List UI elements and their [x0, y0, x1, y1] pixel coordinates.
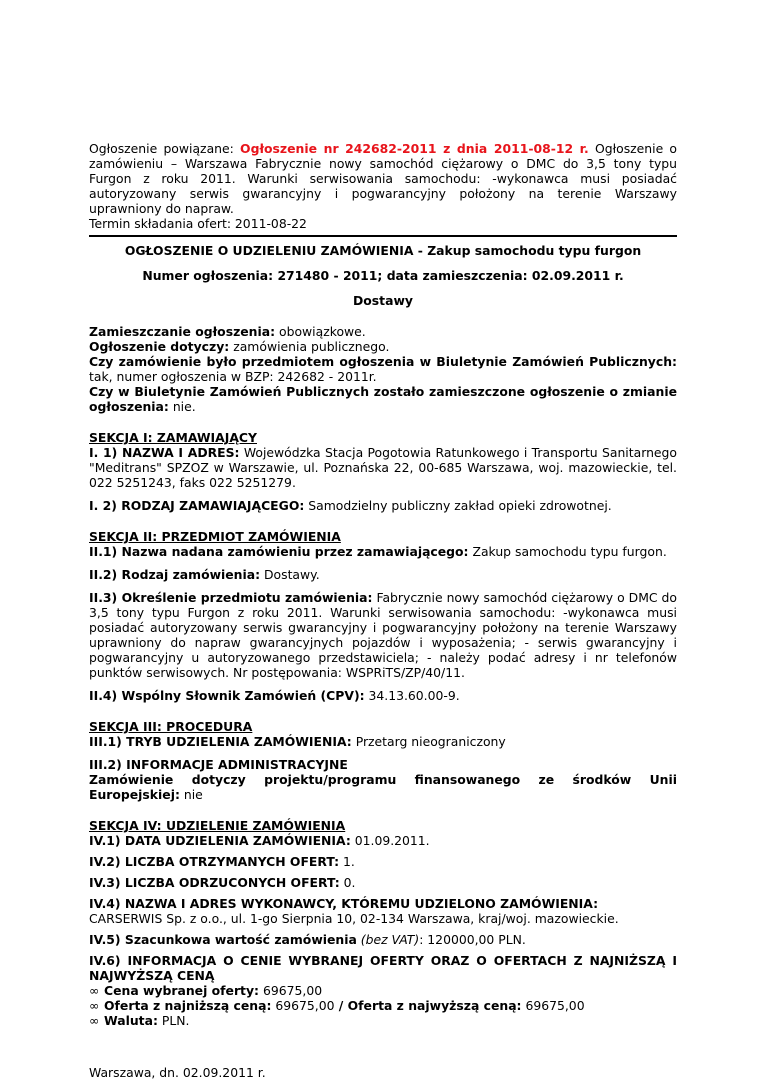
- selected-price-value: 69675,00: [259, 983, 323, 998]
- divider: [89, 235, 677, 237]
- s4-rejected-value: 0.: [339, 875, 356, 890]
- infinity-bullet-icon: ∞: [89, 983, 100, 998]
- document-page: [89, 141, 677, 1080]
- s3-mode-label: III.1) TRYB UDZIELENIA ZAMÓWIENIA:: [89, 734, 352, 749]
- intro-value-3: tak, numer ogłoszenia w BZP: 242682 - 2011r.: [89, 369, 377, 384]
- infinity-bullet-icon: ∞: [89, 1013, 100, 1028]
- section-2-heading: SEKCJA II: PRZEDMIOT ZAMÓWIENIA: [89, 529, 341, 544]
- s4-rejected-label: IV.3) LICZBA ODRZUCONYCH OFERT:: [89, 875, 340, 890]
- intro-label-3: Czy zamówienie było przedmiotem ogłoszenia w Biuletynie Zamówień Publicznych:: [89, 354, 677, 369]
- lowest-price-value: 69675,00: [271, 998, 335, 1013]
- intro-value-1: obowiązkowe.: [275, 324, 366, 339]
- s4-estimate-note: (bez VAT): [360, 932, 420, 947]
- related-notice-text: Ogłoszenie o zamówieniu – Warszawa Fabrycznie nowy samochód ciężarowy o DMC do 3,5 tony typu Furgon z roku 2011. Warunki serwisowania samochodu: -wykonawca musi posiadać autoryzowany serwis gwarancyjny i pogwarancyjny położony na terenie Warszawy uprawniony do napraw.: [89, 141, 678, 216]
- selected-price-label: Cena wybranej oferty:: [104, 983, 260, 998]
- intro-block: [89, 324, 677, 414]
- place-date: Warszawa, dn. 02.09.2011 r.: [89, 1065, 266, 1080]
- s2-kind-value: Dostawy.: [260, 567, 320, 582]
- s2-title-value: Zakup samochodu typu furgon.: [468, 544, 667, 559]
- highest-price-label: / Oferta z najwyższą ceną:: [334, 998, 522, 1013]
- s2-subject-value: Fabrycznie nowy samochód ciężarowy o DMC do 3,5 tony typu Furgon z roku 2011. Warunki serwisowania samochodu: -wykonawca musi posiadać autoryzowany serwis gwarancyjny i pogwarancyjny położony na terenie Warszawy uprawniony do napraw gwarancyjnych pojazdów i wyposażenia; - serwis gwarancyjny i pogwarancyjny u autoryzowanego przedstawiciela; - należy podać adresy i nr telefonów punktów serwisowych. Nr postępowania: WSPRiTS/ZP/40/11.: [89, 590, 677, 680]
- s4-estimate-value: : 120000,00 PLN.: [419, 932, 526, 947]
- highest-price-value: 69675,00: [521, 998, 585, 1013]
- list-item: [89, 1013, 677, 1028]
- intro-label-1: Zamieszczanie ogłoszenia:: [89, 324, 276, 339]
- s4-date-value: 01.09.2011.: [350, 833, 430, 848]
- s2-kind-label: II.2) Rodzaj zamówienia:: [89, 567, 261, 582]
- intro-value-4: nie.: [168, 399, 196, 414]
- s2-title-label: II.1) Nazwa nadana zamówieniu przez zamawiającego:: [89, 544, 469, 559]
- list-item: [89, 983, 677, 998]
- infinity-bullet-icon: ∞: [89, 998, 100, 1013]
- intro-value-2: zamówienia publicznego.: [229, 339, 390, 354]
- offer-deadline: Termin składania ofert: 2011-08-22: [89, 216, 307, 231]
- s2-subject-label: II.3) Określenie przedmiotu zamówienia:: [89, 590, 373, 605]
- s4-date-label: IV.1) DATA UDZIELENIA ZAMÓWIENIA:: [89, 833, 351, 848]
- s4-contractor-value: CARSERWIS Sp. z o.o., ul. 1-go Sierpnia 10, 02-134 Warszawa, kraj/woj. mazowieckie.: [89, 911, 619, 926]
- s3-admin-heading: III.2) INFORMACJE ADMINISTRACYJNE: [89, 757, 348, 772]
- notice-number: Numer ogłoszenia: 271480 - 2011; data zamieszczenia: 02.09.2011 r.: [142, 268, 624, 283]
- related-notice-link[interactable]: Ogłoszenie nr 242682-2011 z dnia 2011-08-12 r.: [240, 141, 589, 156]
- s3-mode-value: Przetarg nieograniczony: [351, 734, 506, 749]
- related-notice: [89, 141, 677, 216]
- section-3-heading: SEKCJA III: PROCEDURA: [89, 719, 253, 734]
- section-4-heading: SEKCJA IV: UDZIELENIE ZAMÓWIENIA: [89, 818, 346, 833]
- s4-estimate-label: IV.5) Szacunkowa wartość zamówienia: [89, 932, 357, 947]
- list-item: [89, 998, 677, 1013]
- s2-cpv-label: II.4) Wspólny Słownik Zamówień (CPV):: [89, 688, 365, 703]
- s4-contractor-label: IV.4) NAZWA I ADRES WYKONAWCY, KTÓREMU UDZIELONO ZAMÓWIENIA:: [89, 896, 599, 911]
- s3-eu-label: Zamówienie dotyczy projektu/programu finansowanego ze środków Unii Europejskiej:: [89, 772, 677, 802]
- notice-type: Dostawy: [353, 293, 413, 308]
- s1-type-label: I. 2) RODZAJ ZAMAWIAJĄCEGO:: [89, 498, 305, 513]
- currency-label: Waluta:: [104, 1013, 158, 1028]
- s4-price-heading: IV.6) INFORMACJA O CENIE WYBRANEJ OFERTY ORAZ O OFERTACH Z NAJNIŻSZĄ I NAJWYŻSZĄ CENĄ: [89, 953, 677, 983]
- section-1-heading: SEKCJA I: ZAMAWIAJĄCY: [89, 430, 257, 445]
- related-prefix: Ogłoszenie powiązane:: [89, 141, 241, 156]
- s1-type-value: Samodzielny publiczny zakład opieki zdrowotnej.: [304, 498, 612, 513]
- s3-eu-value: nie: [179, 787, 203, 802]
- s1-name-value: Wojewódzka Stacja Pogotowia Ratunkowego i Transportu Sanitarnego "Meditrans" SPZOZ w Warszawie, ul. Poznańska 22, 00-685 Warszawa, woj. mazowieckie, tel. 022 5251243, faks 022 5251279.: [89, 445, 677, 490]
- s4-received-value: 1.: [339, 854, 355, 869]
- s4-received-label: IV.2) LICZBA OTRZYMANYCH OFERT:: [89, 854, 340, 869]
- currency-value: PLN.: [157, 1013, 190, 1028]
- notice-title: OGŁOSZENIE O UDZIELENIU ZAMÓWIENIA - Zakup samochodu typu furgon: [124, 243, 642, 258]
- lowest-price-label: Oferta z najniższą ceną:: [104, 998, 272, 1013]
- intro-label-4: Czy w Biuletynie Zamówień Publicznych zostało zamieszczone ogłoszenie o zmianie ogłoszenia:: [89, 384, 677, 414]
- intro-label-2: Ogłoszenie dotyczy:: [89, 339, 230, 354]
- s1-name-label: I. 1) NAZWA I ADRES:: [89, 445, 240, 460]
- s2-cpv-value: 34.13.60.00-9.: [364, 688, 460, 703]
